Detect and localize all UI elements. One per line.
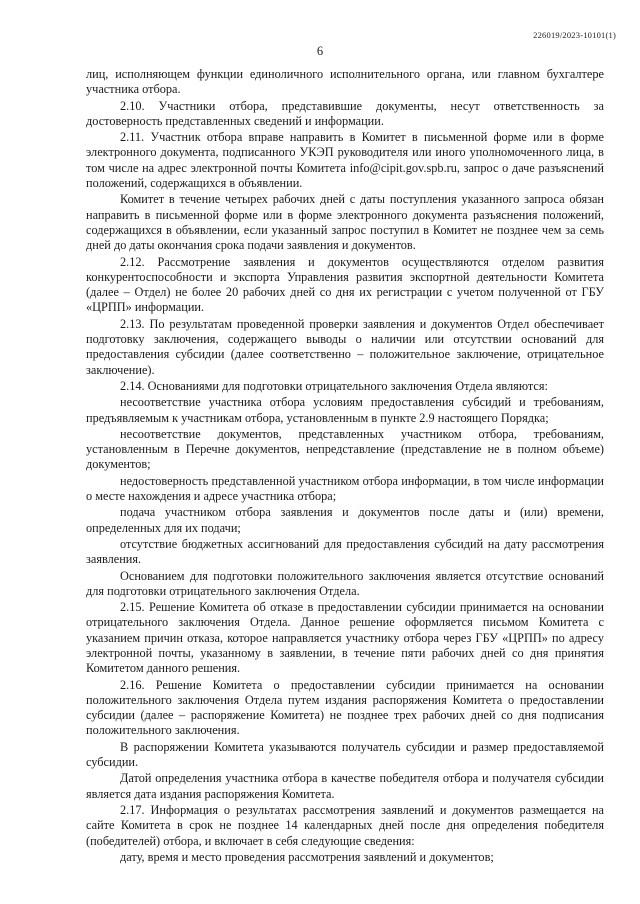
paragraph: несоответствие документов, представленных участником отбора, требованиям, установленным в Перечне документов, непредставление (представление не в полном объеме) документов; (86, 426, 604, 472)
paragraph: дату, время и место проведения рассмотрения заявлений и документов; (120, 849, 494, 864)
paragraph: Датой определения участника отбора в качестве победителя отбора и получателя субсидии является дата издания распоряжения Комитета. (86, 771, 604, 801)
paragraph: 2.11. Участник отбора вправе направить в Комитет в письменной форме или в форме электронного документа, подписанного УКЭП руководителя или иного уполномоченного лица, в том числе на адрес электронной почты Комитета info@cipit.gov.spb.ru, запрос о даче разъяснений положений, содержащихся в объявлении. (86, 130, 604, 191)
paragraph: 2.13. По результатам проведенной проверки заявления и документов Отдел обеспечивает подготовку заключения, содержащего выводы о наличии или отсутствии оснований для предоставления субсидии (далее соответственно – положительное заключение, отрицательное заключение). (86, 316, 604, 377)
document-id: 226019/2023-10101(1) (533, 30, 616, 40)
document-body (86, 67, 604, 866)
paragraph: несоответствие участника отбора условиям предоставления субсидий и требованиям, предъявляемым к участникам отбора, установленным в пункте 2.9 настоящего Порядка; (86, 395, 604, 425)
page-number: 6 (316, 44, 324, 58)
paragraph: отсутствие бюджетных ассигнований для предоставления субсидий на дату рассмотрения заявления. (86, 536, 604, 567)
paragraph: 2.17. Информация о результатах рассмотрения заявлений и документов размещается на сайте Комитета в срок не позднее 14 календарных дней после дня определения победителя (победителей) отбора, и включает в себя следующие сведения: (86, 802, 604, 848)
paragraph: 2.15. Решение Комитета об отказе в предоставлении субсидии принимается на основании отрицательного заключения Отдела. Данное решение оформляется письмом Комитета с указанием причин отказа, которое направляется участнику отбора через ГБУ «ЦРПП» по адресу электронной почты, указанному в заявлении, в течение пяти рабочих дней со дня принятия Комитетом данного решения. (86, 600, 604, 676)
paragraph: В распоряжении Комитета указываются получатель субсидии и размер предоставляемой субсидии. (86, 739, 604, 770)
paragraph: 2.12. Рассмотрение заявления и документов осуществляются отделом развития конкурентоспособности и экспорта Управления развития экспортной деятельности Комитета (далее – Отдел) не более 20 рабочих дней со дня их регистрации с учетом полученной от ГБУ «ЦРПП» информации. (86, 254, 604, 315)
paragraph: подача участником отбора заявления и документов после даты и (или) времени, определенных для их подачи; (86, 505, 604, 535)
paragraph: 2.16. Решение Комитета о предоставлении субсидии принимается на основании положительного заключения Отдела путем издания распоряжения Комитета о предоставлении субсидии (далее – распоряжение Комитета) не позднее трех рабочих дней со дня подписания положительного заключения. (86, 677, 604, 738)
paragraph: недостоверность представленной участником отбора информации, в том числе информации о месте нахождения и адресе участника отбора; (86, 473, 604, 504)
paragraph: Комитет в течение четырех рабочих дней с даты поступления указанного запроса обязан направить в письменной форме или в форме электронного документа разъяснения положений, содержащихся в объявлении, если указанный запрос поступил в Комитет не позднее чем за семь дней до даты окончания срока подачи заявления и документов. (86, 192, 604, 253)
paragraph: Основанием для подготовки положительного заключения является отсутствие оснований для подготовки отрицательного заключения Отдела. (86, 568, 604, 598)
paragraph: 2.14. Основаниями для подготовки отрицательного заключения Отдела являются: (120, 378, 548, 393)
paragraph: лиц, исполняющем функции единоличного исполнительного органа, или главном бухгалтере участника отбора. (86, 67, 604, 97)
paragraph: 2.10. Участники отбора, представившие документы, несут ответственность за достоверность представленных сведений и информации. (86, 98, 604, 128)
